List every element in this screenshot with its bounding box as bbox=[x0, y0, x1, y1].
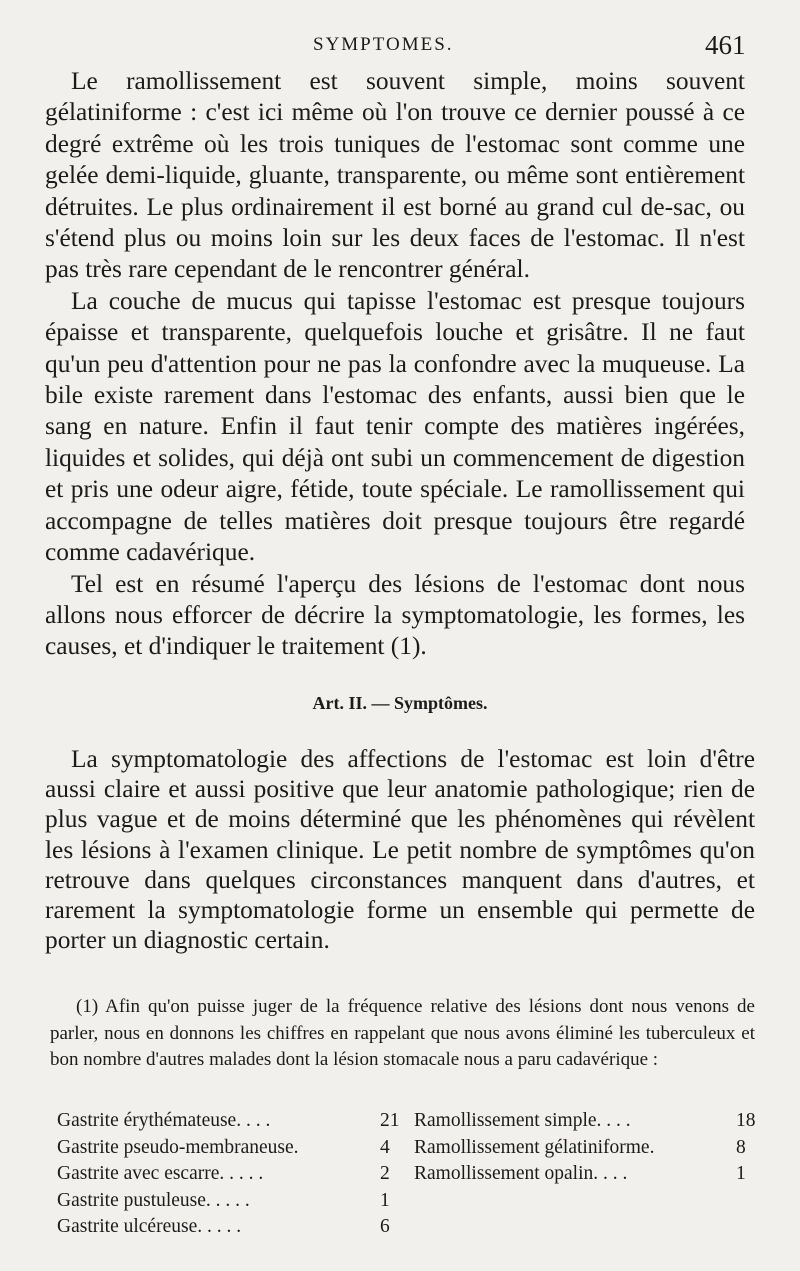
paragraph: Tel est en résumé l'aperçu des lésions de l'estomac dont nous allons nous efforcer de décrire la symptomatologie, les formes, les causes, et d'indiquer le traitement (1). bbox=[45, 569, 745, 661]
stat-label: Gastrite pseudo-membraneuse. bbox=[57, 1136, 299, 1158]
footnote-text: (1) Afin qu'on puisse juger de la fréquence relative des lésions dont nous venons de parler, nous en donnons les chiffres en rappelant que nous avons éliminé les tuberculeux et bon nombre d'autres malades dont la lésion stomacale nous a paru cadavérique : bbox=[50, 996, 755, 1070]
stat-label: Gastrite pustuleuse. . . . . bbox=[57, 1189, 250, 1211]
stat-value: 1 bbox=[736, 1163, 746, 1184]
stats-row bbox=[0, 1135, 800, 1162]
stat-value: 8 bbox=[736, 1136, 746, 1158]
section-heading: Art. II. — Symptômes. bbox=[312, 693, 488, 713]
lesion-statistics bbox=[0, 1108, 800, 1241]
stats-row bbox=[0, 1108, 800, 1135]
footnote bbox=[50, 994, 755, 1074]
page-number: 461 bbox=[705, 30, 746, 60]
stat-label: Ramollissement opalin. . . . bbox=[414, 1163, 628, 1184]
stat-value: 6 bbox=[380, 1216, 390, 1237]
stats-row bbox=[0, 1161, 800, 1188]
stat-value: 2 bbox=[380, 1163, 390, 1184]
stat-label: Gastrite avec escarre. . . . . bbox=[57, 1163, 264, 1184]
stat-label: Ramollissement gélatiniforme. bbox=[414, 1136, 655, 1158]
stat-value: 1 bbox=[380, 1189, 390, 1211]
running-head: SYMPTOMES. bbox=[313, 34, 454, 55]
stats-row bbox=[0, 1214, 800, 1241]
stat-value: 18 bbox=[736, 1110, 756, 1131]
paragraph: La symptomatologie des affections de l'estomac est loin d'être aussi claire et aussi positive que leur anatomie pathologique; rien de plus vague et de moins déterminé que les phénomènes qui révèlent les lésions à l'examen clinique. Le petit nombre de symptômes qu'on retrouve dans quelques circonstances manquent dans d'autres, et rarement la symptomatologie forme un ensemble qui permette de porter un diagnostic certain. bbox=[45, 745, 755, 955]
stat-value: 21 bbox=[380, 1110, 400, 1131]
section-body bbox=[45, 744, 755, 955]
stats-row bbox=[0, 1188, 800, 1215]
stat-label: Gastrite érythémateuse. . . . bbox=[57, 1110, 271, 1131]
paragraph: La couche de mucus qui tapisse l'estomac est presque toujours épaisse et transparente, quelquefois louche et grisâtre. Il ne faut qu'un peu d'attention pour ne pas la confondre avec la muqueuse. La bile existe rarement dans l'estomac des enfants, aussi bien que le sang en nature. Enfin il faut tenir compte des matières ingérées, liquides et solides, qui déjà ont subi un commencement de digestion et pris une odeur aigre, fétide, toute spéciale. Le ramollissement qui accompagne de telles matières doit presque toujours être regardé comme cadavérique. bbox=[45, 286, 745, 567]
body-text bbox=[45, 66, 745, 663]
page-header bbox=[0, 30, 800, 66]
stat-label: Gastrite ulcéreuse. . . . . bbox=[57, 1216, 242, 1237]
stat-label: Ramollissement simple. . . . bbox=[414, 1110, 631, 1131]
paragraph: Le ramollissement est souvent simple, moins souvent gélatiniforme : c'est ici même où l'on trouve ce dernier poussé à ce degré extrême où les trois tuniques de l'estomac sont comme une gelée demi-liquide, gluante, transparente, ou même sont entièrement détruites. Le plus ordinairement il est borné au grand cul de-sac, ou s'étend plus ou moins loin sur les deux faces de l'estomac. Il n'est pas très rare cependant de le rencontrer général. bbox=[45, 67, 745, 284]
stat-value: 4 bbox=[380, 1136, 390, 1158]
